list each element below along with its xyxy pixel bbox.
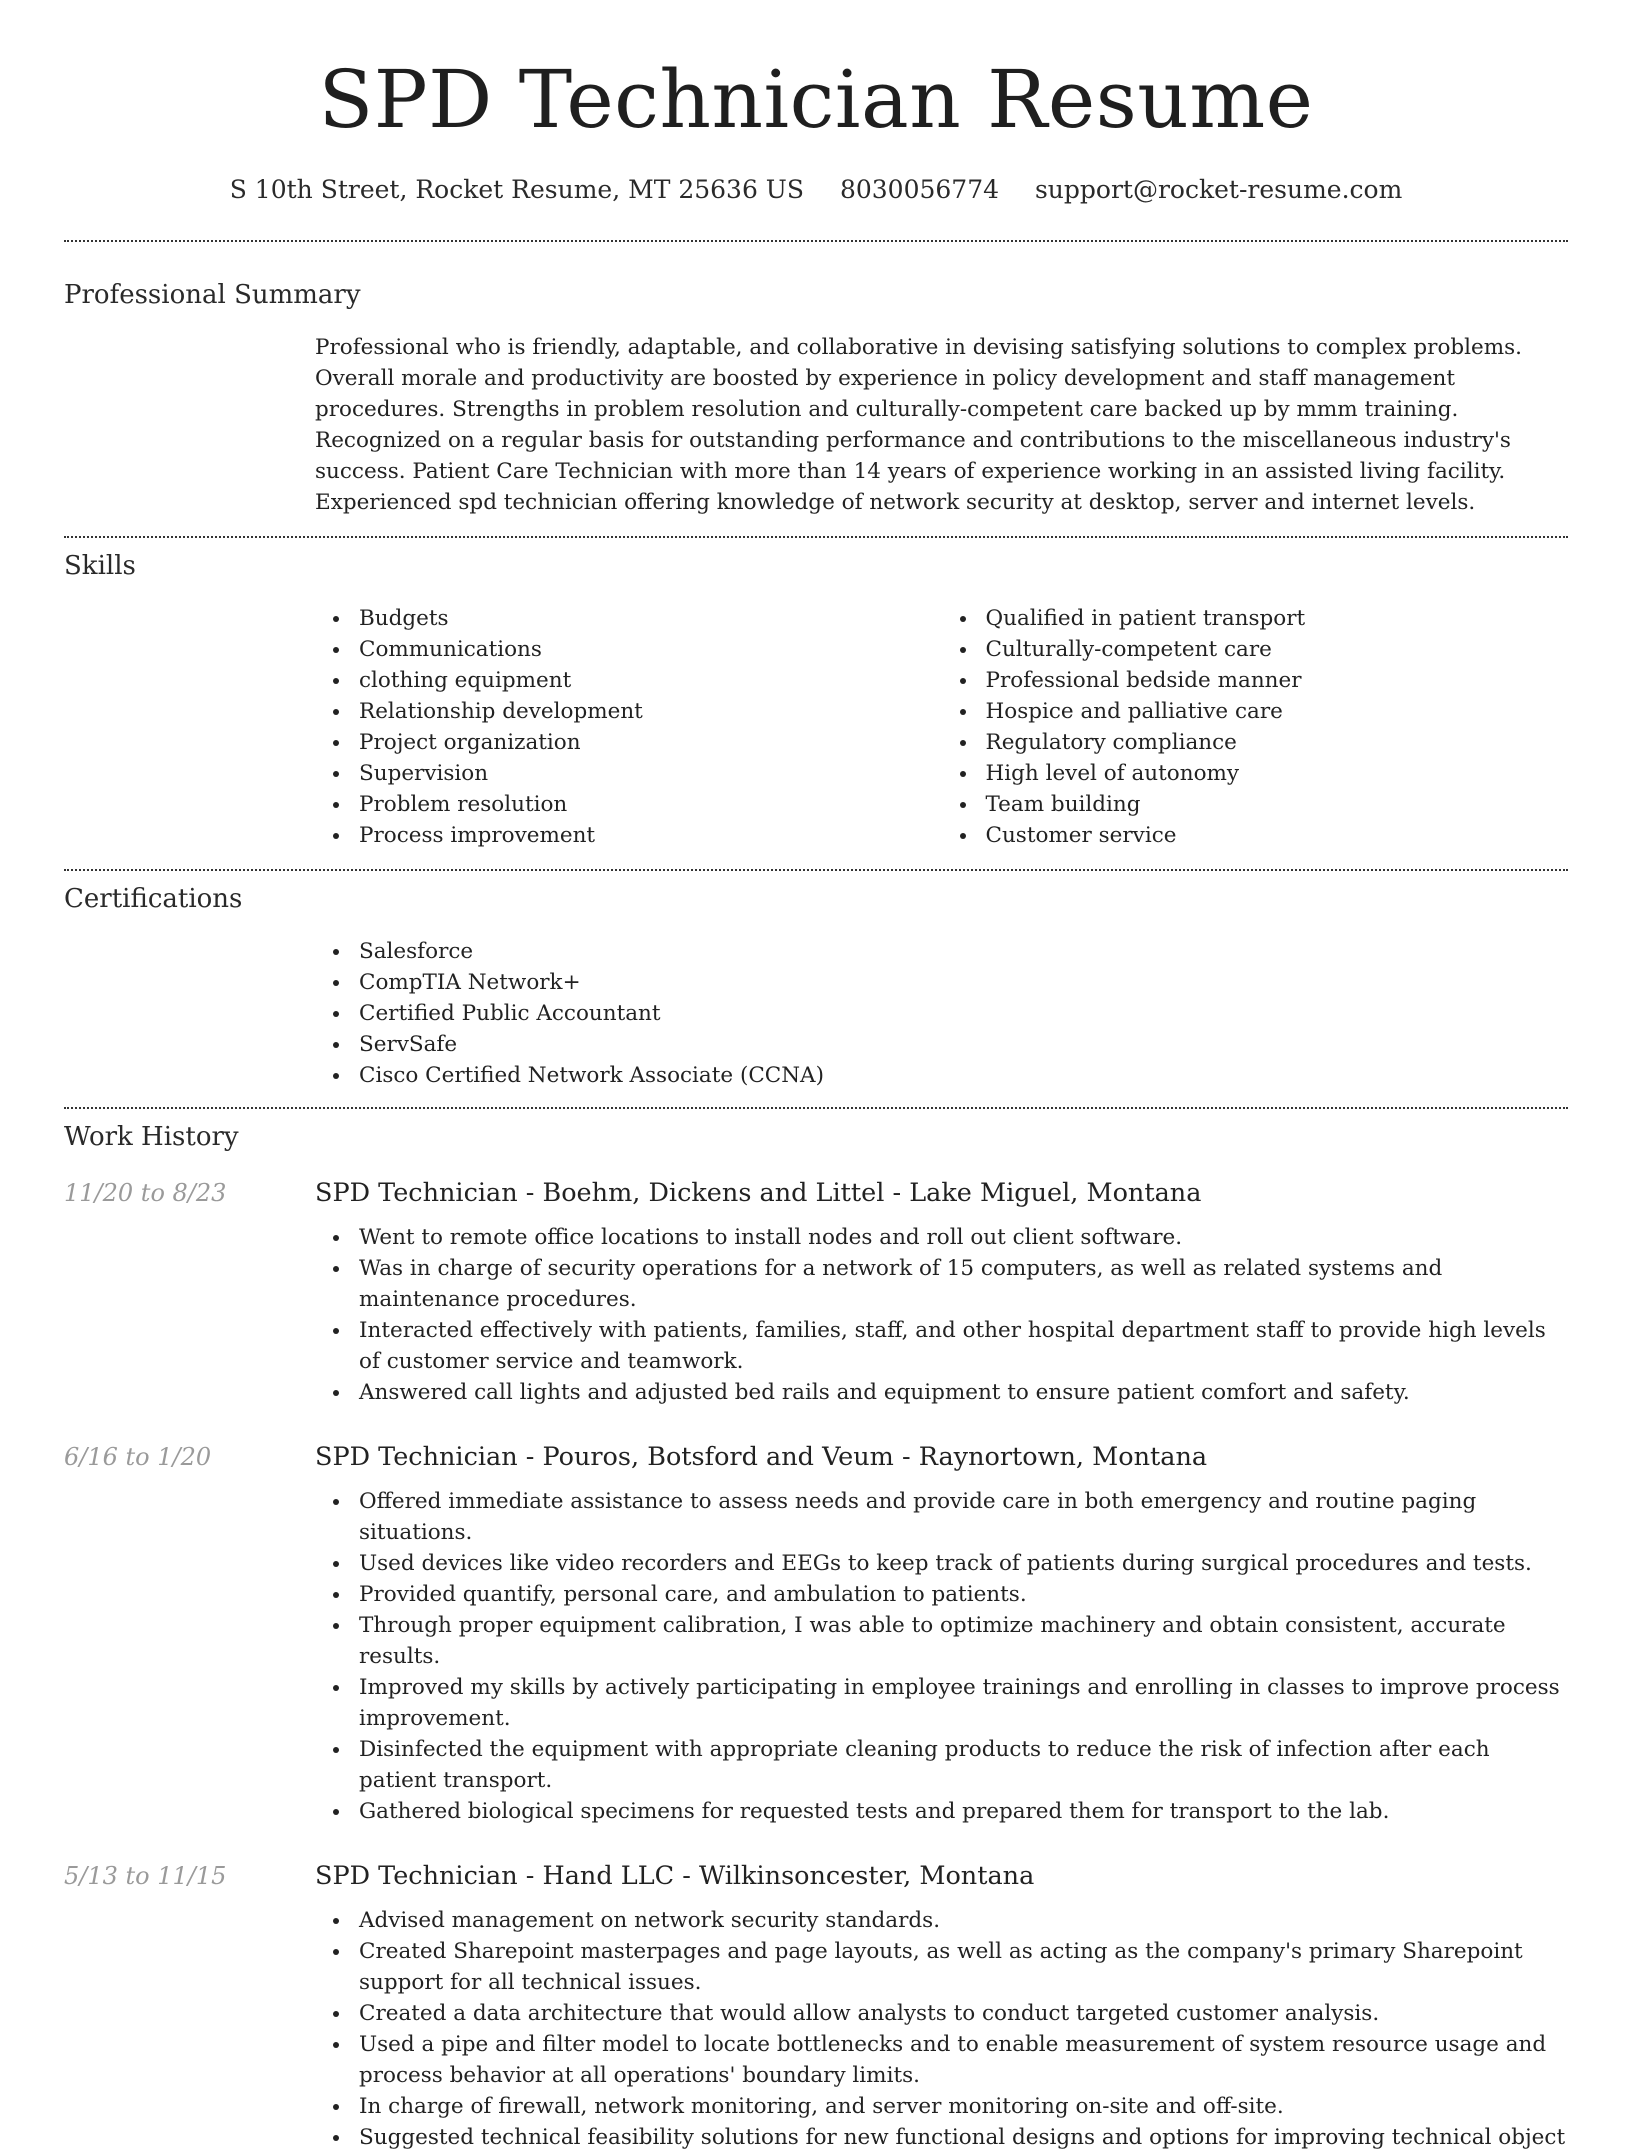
skills-heading: Skills — [64, 551, 136, 581]
contact-line — [64, 172, 1568, 208]
job-bullet: Offered immediate assistance to assess needs and provide care in both emergency and routine paging situations. — [359, 1486, 1568, 1548]
address-text: S 10th Street, Rocket Resume, MT 25636 US — [229, 175, 804, 204]
skill-item: Customer service — [986, 820, 1569, 851]
skill-item: clothing equipment — [359, 665, 942, 696]
certifications-section — [64, 871, 1568, 1107]
job-date: 5/13 to 11/15 — [64, 1862, 227, 1890]
skill-item: Culturally-competent care — [986, 634, 1569, 665]
skill-item: Process improvement — [359, 820, 942, 851]
skill-item: Supervision — [359, 758, 942, 789]
job-title: SPD Technician - Boehm, Dickens and Littel - Lake Miguel, Montana — [315, 1178, 1202, 1208]
certification-item: ServSafe — [359, 1029, 1568, 1060]
job-date: 6/16 to 1/20 — [64, 1443, 212, 1471]
skill-item: Project organization — [359, 727, 942, 758]
certification-item: CompTIA Network+ — [359, 967, 1568, 998]
work-section — [64, 1109, 1568, 2153]
job-bullet: In charge of firewall, network monitoring, and server monitoring on-site and off-site. — [359, 2091, 1568, 2122]
job-title: SPD Technician - Pouros, Botsford and Veum - Raynortown, Montana — [315, 1442, 1208, 1472]
skill-item: Team building — [986, 789, 1569, 820]
resume-page — [64, 0, 1568, 2153]
job-bullet: Provided quantify, personal care, and ambulation to patients. — [359, 1579, 1568, 1610]
job-body — [315, 1440, 1568, 1827]
summary-heading: Professional Summary — [64, 280, 361, 310]
certification-item: Salesforce — [359, 936, 1568, 967]
phone-text: 8030056774 — [839, 175, 1000, 204]
job-bullet: Created Sharepoint masterpages and page layouts, as well as acting as the company's primary Sharepoint support for all technical issues. — [359, 1936, 1568, 1998]
summary-section — [64, 242, 1568, 536]
job-bullet: Disinfected the equipment with appropriate cleaning products to reduce the risk of infection after each patient transport. — [359, 1734, 1568, 1796]
job-entry — [64, 1440, 1568, 1827]
job-bullet: Went to remote office locations to install nodes and roll out client software. — [359, 1222, 1568, 1253]
certifications-list — [315, 936, 1568, 1091]
job-body — [315, 1859, 1568, 2153]
job-date: 11/20 to 8/23 — [64, 1179, 227, 1207]
job-bullet: Answered call lights and adjusted bed rails and equipment to ensure patient comfort and safety. — [359, 1377, 1568, 1408]
job-title: SPD Technician - Hand LLC - Wilkinsoncester, Montana — [315, 1861, 1035, 1891]
job-bullet: Interacted effectively with patients, families, staff, and other hospital department staff to provide high levels of customer service and teamwork. — [359, 1315, 1568, 1377]
skill-item: Relationship development — [359, 696, 942, 727]
skill-item: Problem resolution — [359, 789, 942, 820]
job-bullet: Was in charge of security operations for a network of 15 computers, as well as related systems and maintenance procedures. — [359, 1253, 1568, 1315]
skill-item: Professional bedside manner — [986, 665, 1569, 696]
job-bullets — [315, 1486, 1568, 1827]
work-heading: Work History — [64, 1122, 239, 1152]
job-bullet: Gathered biological specimens for requested tests and prepared them for transport to the lab. — [359, 1796, 1568, 1827]
job-bullets — [315, 1222, 1568, 1408]
skill-item: Regulatory compliance — [986, 727, 1569, 758]
certifications-heading: Certifications — [64, 884, 243, 914]
job-bullet: Improved my skills by actively participating in employee trainings and enrolling in classes to improve process improvement. — [359, 1672, 1568, 1734]
job-bullet: Through proper equipment calibration, I was able to optimize machinery and obtain consistent, accurate results. — [359, 1610, 1568, 1672]
job-bullet: Advised management on network security standards. — [359, 1905, 1568, 1936]
email-link[interactable]: support@rocket-resume.com — [1034, 175, 1403, 204]
certification-item: Certified Public Accountant — [359, 998, 1568, 1029]
job-bullets — [315, 1905, 1568, 2153]
job-bullet: Created a data architecture that would allow analysts to conduct targeted customer analysis. — [359, 1998, 1568, 2029]
skills-section — [64, 538, 1568, 869]
jobs-container — [64, 1176, 1568, 2153]
skill-item: Hospice and palliative care — [986, 696, 1569, 727]
skills-list-right — [942, 603, 1569, 851]
job-body — [315, 1176, 1568, 1408]
skill-item: Budgets — [359, 603, 942, 634]
job-entry — [64, 1176, 1568, 1408]
skills-list-left — [315, 603, 942, 851]
summary-text: Professional who is friendly, adaptable, and collaborative in devising satisfying solutions to complex problems. Overall morale and productivity are boosted by experience in policy development and staff management procedures. Strengths in problem resolution and culturally-competent care backed up by mmm training. Recognized on a regular basis for outstanding performance and contributions to the miscellaneous industry's success. Patient Care Technician with more than 14 years of experience working in an assisted living facility. Experienced spd technician offering knowledge of network security at desktop, server and internet levels. — [315, 335, 1523, 515]
skill-item: Qualified in patient transport — [986, 603, 1569, 634]
job-bullet: Used devices like video recorders and EEGs to keep track of patients during surgical procedures and tests. — [359, 1548, 1568, 1579]
certification-item: Cisco Certified Network Associate (CCNA) — [359, 1060, 1568, 1091]
job-entry — [64, 1859, 1568, 2153]
resume-title: SPD Technician Resume — [318, 53, 1314, 146]
job-bullet: Used a pipe and filter model to locate bottlenecks and to enable measurement of system resource usage and process behavior at all operations' boundary limits. — [359, 2029, 1568, 2091]
job-bullet: Suggested technical feasibility solutions for new functional designs and options for improving technical object — [359, 2122, 1568, 2153]
skill-item: High level of autonomy — [986, 758, 1569, 789]
skill-item: Communications — [359, 634, 942, 665]
